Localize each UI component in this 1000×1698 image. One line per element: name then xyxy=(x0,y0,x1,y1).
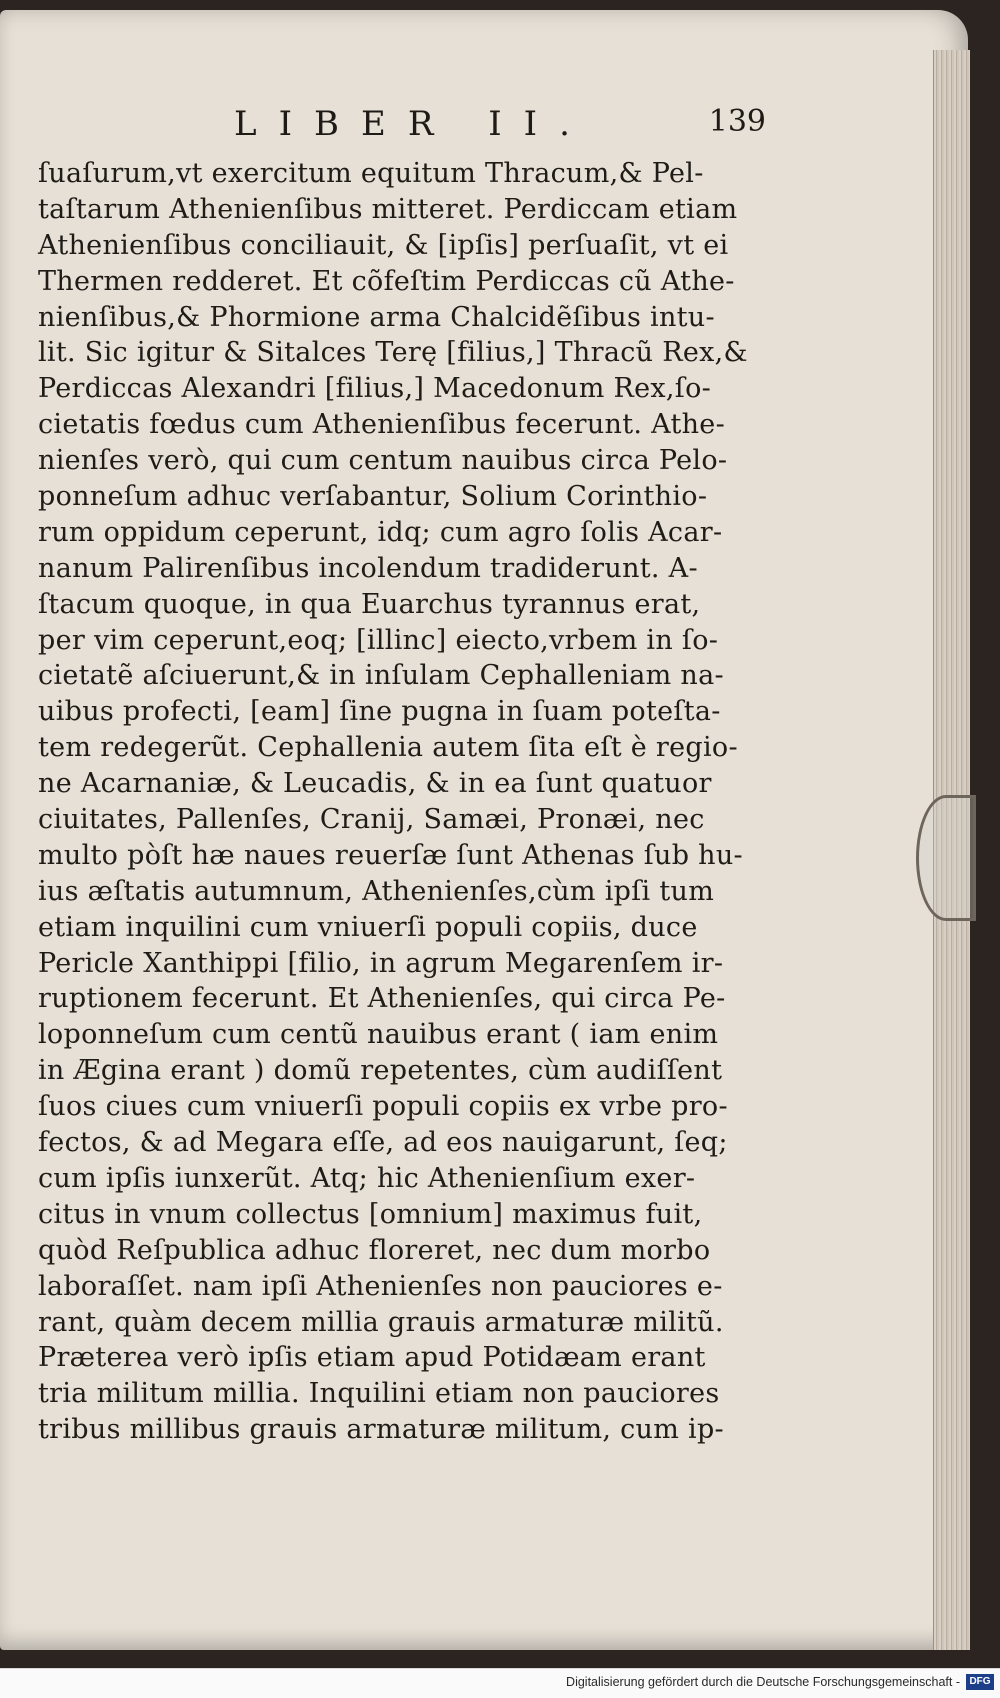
text-line: ſuaſurum,vt exercitum equitum Thracum,& Pel- xyxy=(38,158,704,189)
text-line: tribus millibus grauis armaturæ militum, cum ip- xyxy=(38,1414,724,1446)
book-page xyxy=(0,10,968,1650)
text-line: per vim ceperunt,eoq; [illinc] eiecto,vrbem in ſo- xyxy=(38,624,719,656)
text-line: ponneſum adhuc verſabantur, Solium Corinthio- xyxy=(38,481,708,513)
text-line: in Ægina erant ) domũ repetentes, cùm audiſſent xyxy=(38,1055,723,1087)
text-line: uibus profecti, [eam] ſine pugna in ſuam poteſta- xyxy=(38,696,721,728)
text-line: nienſes verò, qui cum centum nauibus circa Pelo- xyxy=(38,445,728,477)
running-head: LIBER II. xyxy=(234,104,592,144)
text-line: cum ipſis iunxerũt. Atq; hic Athenienſium exer- xyxy=(38,1162,696,1194)
text-line: laboraſſet. nam ipſi Athenienſes non pauciores e- xyxy=(38,1270,723,1302)
text-line: ne Acarnaniæ, & Leucadis, & in ea ſunt quatuor xyxy=(38,768,712,800)
text-line: quòd Reſpublica adhuc floreret, nec dum morbo xyxy=(38,1234,711,1266)
text-line: etiam inquilini cum vniuerſi populi copiis, duce xyxy=(38,911,698,943)
text-line: Pericle Xanthippi [filio, in agrum Megarenſem ir- xyxy=(38,947,724,979)
text-line: taſtarum Athenienſibus mitteret. Perdiccam etiam xyxy=(38,193,738,225)
footer-bar xyxy=(0,1668,1000,1698)
text-line: Thermen redderet. Et cõfeſtim Perdiccas cũ Athe- xyxy=(38,265,735,297)
text-line: fectos, & ad Megara eſſe, ad eos nauigarunt, ſeq; xyxy=(38,1127,728,1159)
text-block xyxy=(38,156,772,1448)
text-line: rum oppidum ceperunt, idq; cum agro ſolis Acar- xyxy=(38,516,723,548)
text-line: multo pòſt hæ naues reuerſæ ſunt Athenas ſub hu- xyxy=(38,839,743,871)
text-line: Præterea verò ipſis etiam apud Potidæam erant xyxy=(38,1342,706,1374)
text-line: nanum Palirenſibus incolendum tradiderunt. A- xyxy=(38,552,698,584)
text-line: tria militum millia. Inquilini etiam non pauciores xyxy=(38,1378,720,1410)
text-line: ciuitates, Pallenſes, Cranij, Samæi, Pronæi, nec xyxy=(38,804,705,836)
page-number: 139 xyxy=(708,104,766,139)
text-line: nienſibus,& Phormione arma Chalcidẽſibus intu- xyxy=(38,301,715,333)
text-line: ruptionem fecerunt. Et Athenienſes, qui circa Pe- xyxy=(38,983,726,1015)
text-line: Athenienſibus conciliauit, & [ipſis] perſuaſit, vt ei xyxy=(38,229,729,261)
text-line: citus in vnum collectus [omnium] maximus fuit, xyxy=(38,1198,703,1230)
text-line: loponneſum cum centũ nauibus erant ( iam enim xyxy=(38,1019,719,1051)
text-line: cietatis fœdus cum Athenienſibus fecerunt. Athe- xyxy=(38,409,726,441)
dfg-logo[interactable]: DFG xyxy=(966,1674,994,1690)
text-line: cietatẽ aſciuerunt,& in inſulam Cephalleniam na- xyxy=(38,660,724,692)
book-clasp xyxy=(916,795,976,921)
text-line: tem redegerũt. Cephallenia autem ſita eſt è regio- xyxy=(38,732,738,764)
text-line: lit. Sic igitur & Sitalces Terę [filius,] Thracũ Rex,& xyxy=(38,337,748,369)
text-line: ſuos ciues cum vniuerſi populi copiis ex vrbe pro- xyxy=(38,1091,728,1123)
footer-credit: Digitalisierung gefördert durch die Deutsche Forschungsgemeinschaft - xyxy=(566,1675,960,1689)
text-line: ſtacum quoque, in qua Euarchus tyrannus erat, xyxy=(38,588,701,620)
text-line: rant, quàm decem millia grauis armaturæ militũ. xyxy=(38,1306,724,1338)
text-line: Perdiccas Alexandri [filius,] Macedonum Rex,ſo- xyxy=(38,373,712,405)
page-header xyxy=(234,104,766,150)
text-line: ius æſtatis autumnum, Athenienſes,cùm ipſi tum xyxy=(38,875,715,907)
